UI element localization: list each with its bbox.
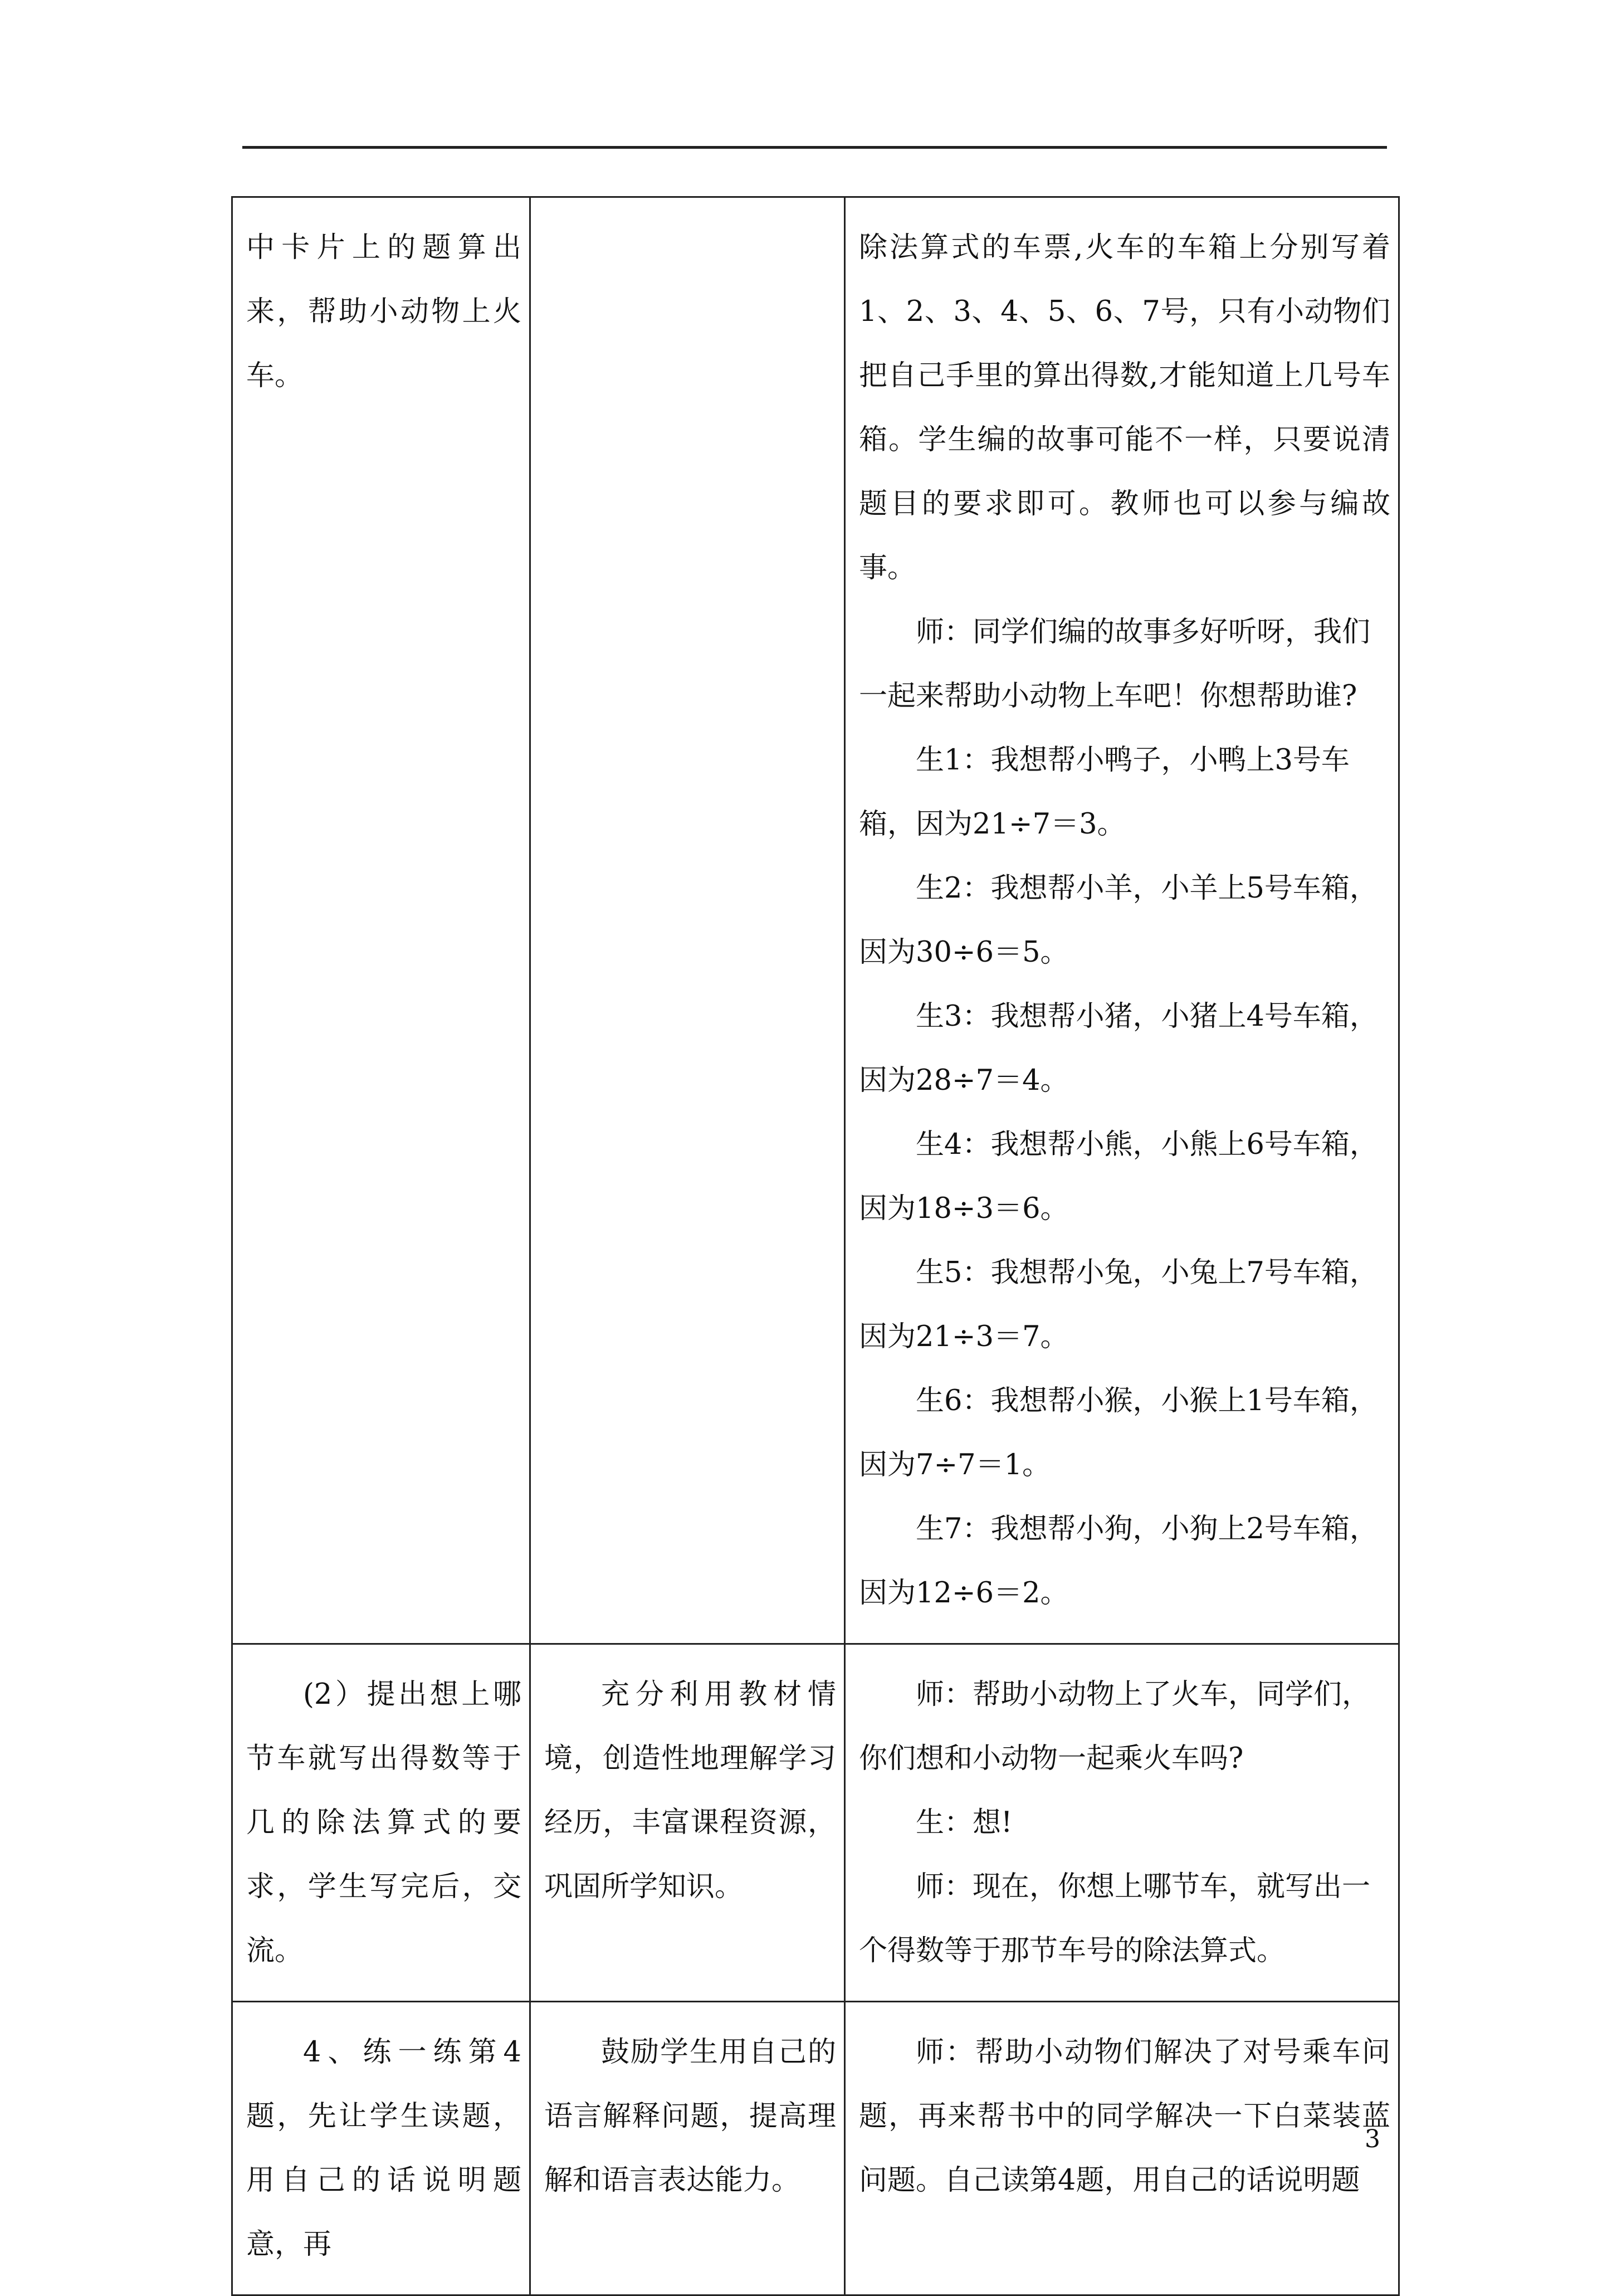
cell-text: 生7：我想帮小狗，小狗上2号车箱，因为12÷6＝2。 (859, 1513, 1378, 1610)
table-row (232, 1644, 1399, 2002)
cell-text: 中卡片上的题算出来，帮助小动物上火车。 (246, 231, 521, 392)
cell-text: 师：帮助小动物上了火车，同学们，你们想和小动物一起乘火车吗? (859, 1678, 1371, 1775)
cell-text: 生3：我想帮小猪，小猪上4号车箱，因为28÷7＝4。 (859, 1000, 1378, 1097)
cell-text: 生2：我想帮小羊，小羊上5号车箱，因为30÷6＝5。 (859, 872, 1378, 969)
design-intent-cell (530, 2002, 845, 2295)
classroom-dialogue-cell (845, 1644, 1399, 2002)
cell-text: 生：想! (916, 1806, 1013, 1839)
cell-text: 生6：我想帮小猴，小猴上1号车箱，因为7÷7＝1。 (859, 1385, 1378, 1481)
teaching-process-cell (232, 197, 530, 1644)
cell-text: 师：现在，你想上哪节车，就写出一个得数等于那节车号的除法算式。 (859, 1870, 1371, 1967)
page-number: 3 (1365, 2125, 1380, 2153)
cell-text: 鼓励学生用自己的语言解释问题，提高理解和语言表达能力。 (544, 2036, 836, 2197)
cell-text: 除法算式的车票,火车的车箱上分别写着1、2、3、4、5、6、7号，只有小动物们把自己手里的算出得数,才能知道上几号车箱。学生编的故事可能不一样，只要说清题目的要求即可。教师也可以参与编故事。 (859, 231, 1390, 584)
cell-text: 师：同学们编的故事多好听呀，我们一起来帮助小动物上车吧！你想帮助谁? (859, 616, 1371, 713)
cell-text: 生4：我想帮小熊，小熊上6号车箱，因为18÷3＝6。 (859, 1128, 1378, 1225)
cell-text: (2）提出想上哪节车就写出得数等于几的除法算式的要求，学生写完后，交流。 (246, 1678, 521, 1967)
classroom-dialogue-cell (845, 2002, 1399, 2295)
cell-text: 生1：我想帮小鸭子，小鸭上3号车箱，因为21÷7＝3。 (859, 744, 1350, 841)
cell-text: 充分利用教材情境，创造性地理解学习经历，丰富课程资源，巩固所学知识。 (544, 1678, 836, 1903)
teaching-process-cell (232, 1644, 530, 2002)
table-row (232, 197, 1399, 1644)
classroom-dialogue-cell (845, 197, 1399, 1644)
lesson-plan-table (231, 196, 1400, 2296)
table-row (232, 2002, 1399, 2295)
cell-text: 生5：我想帮小兔，小兔上7号车箱，因为21÷3＝7。 (859, 1256, 1378, 1353)
cell-text: 4、练一练第4题，先让学生读题，用自己的话说明题意，再 (246, 2036, 521, 2261)
cell-text: 师：帮助小动物们解决了对号乘车问题，再来帮书中的同学解决一下白菜装蓝问题。自己读第4题，用自己的话说明题 (859, 2036, 1390, 2197)
design-intent-cell (530, 1644, 845, 2002)
design-intent-cell (530, 197, 845, 1644)
teaching-process-cell (232, 2002, 530, 2295)
header-rule (242, 146, 1387, 149)
